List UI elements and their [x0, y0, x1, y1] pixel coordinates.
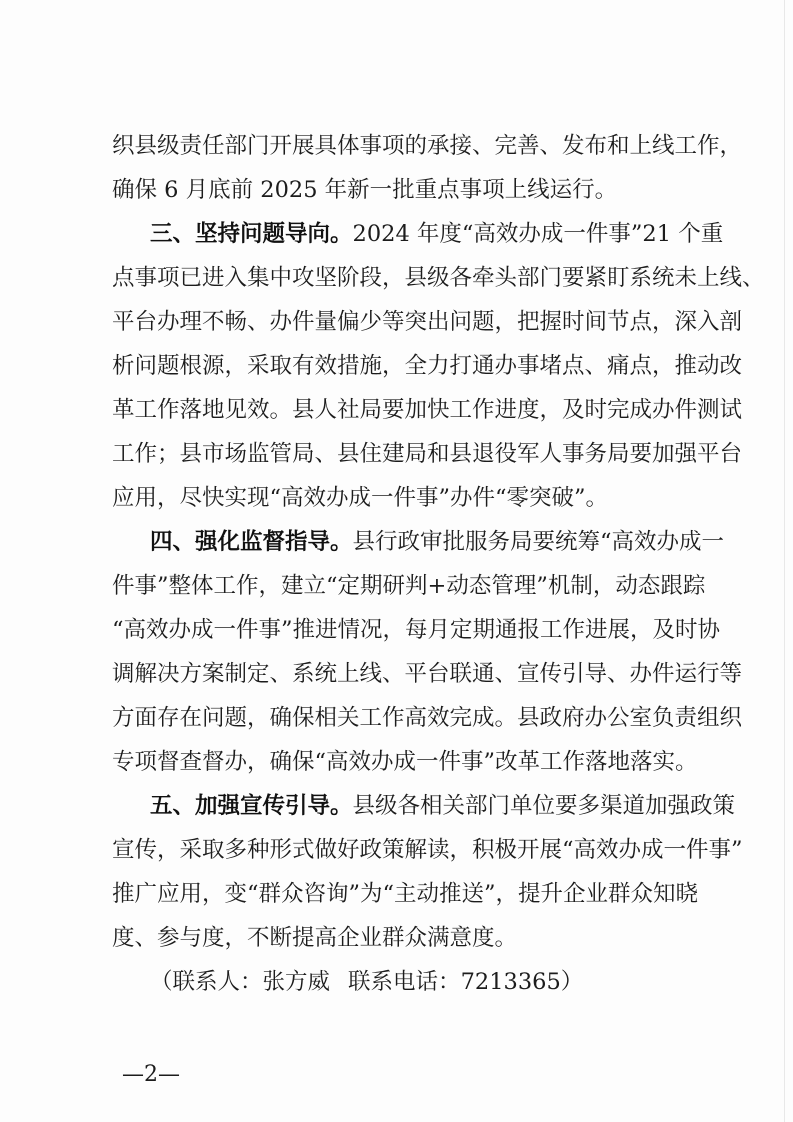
paragraph-line: 析问题根源，采取有效措施，全力打通办事堵点、痛点，推动改 — [112, 353, 743, 379]
paragraph-line: 专项督查督办，确保“高效办成一件事”改革工作落地落实。 — [112, 749, 698, 775]
section-5-heading: 五、加强宣传引导。 — [150, 793, 353, 819]
paragraph-line: 点事项已进入集中攻坚阶段，县级各牵头部门要紧盯系统未上线、 — [112, 265, 765, 291]
paragraph-line: 推广应用，变“群众咨询”为“主动推送”，提升企业群众知晓 — [112, 881, 699, 907]
section-3-first-line — [150, 219, 723, 249]
paragraph-line: 革工作落地见效。县人社局要加快工作进度，及时完成办件测试 — [112, 397, 743, 423]
section-4-first-line — [150, 527, 724, 557]
page-number: —2— — [122, 1062, 180, 1087]
section-5-first-line — [150, 791, 735, 821]
contact-line — [150, 967, 583, 997]
scan-edge-divider — [784, 0, 785, 1122]
paragraph-line: 应用，尽快实现“高效办成一件事”办件“零突破”。 — [112, 485, 609, 511]
paragraph-line: 方面存在问题，确保相关工作高效完成。县政府办公室负责组织 — [112, 705, 743, 731]
paragraph-text: 县级各相关部门单位要多渠道加强政策 — [352, 793, 736, 819]
paragraph-line: 确保 6 月底前 2025 年新一批重点事项上线运行。 — [112, 177, 618, 203]
paragraph-line: 平台办理不畅、办件量偏少等突出问题，把握时间节点，深入剖 — [112, 309, 743, 335]
section-4-heading: 四、强化监督指导。 — [150, 529, 353, 555]
contact-open-paren: （ — [150, 969, 173, 995]
contact-close-paren: ） — [560, 969, 584, 995]
paragraph-line: 工作；县市场监管局、县住建局和县退役军人事务局要加强平台 — [112, 441, 743, 467]
section-3-heading: 三、坚持问题导向。 — [150, 221, 353, 247]
paragraph-line: 件事”整体工作，建立“定期研判+动态管理”机制，动态跟踪 — [112, 573, 706, 599]
paragraph-text: 县行政审批服务局要统筹“高效办成一 — [352, 529, 725, 555]
paragraph-line: “高效办成一件事”推进情况，每月定期通报工作进展，及时协 — [112, 617, 721, 643]
contact-person-label: 联系人： — [172, 969, 263, 995]
contact-phone-label: 联系电话： — [348, 969, 461, 995]
paragraph-line: 宣传，采取多种形式做好政策解读，积极开展“高效办成一件事” — [112, 837, 743, 863]
contact-phone: 7213365 — [460, 969, 561, 995]
paragraph-line: 调解决方案制定、系统上线、平台联通、宣传引导、办件运行等 — [112, 661, 743, 687]
paragraph-line: 度、参与度，不断提高企业群众满意度。 — [112, 925, 518, 951]
paragraph-line: 织县级责任部门开展具体事项的承接、完善、发布和上线工作， — [112, 133, 743, 159]
paragraph-text: 2024 年度“高效办成一件事”21 个重 — [352, 221, 724, 247]
contact-person: 张方威 — [262, 969, 331, 995]
